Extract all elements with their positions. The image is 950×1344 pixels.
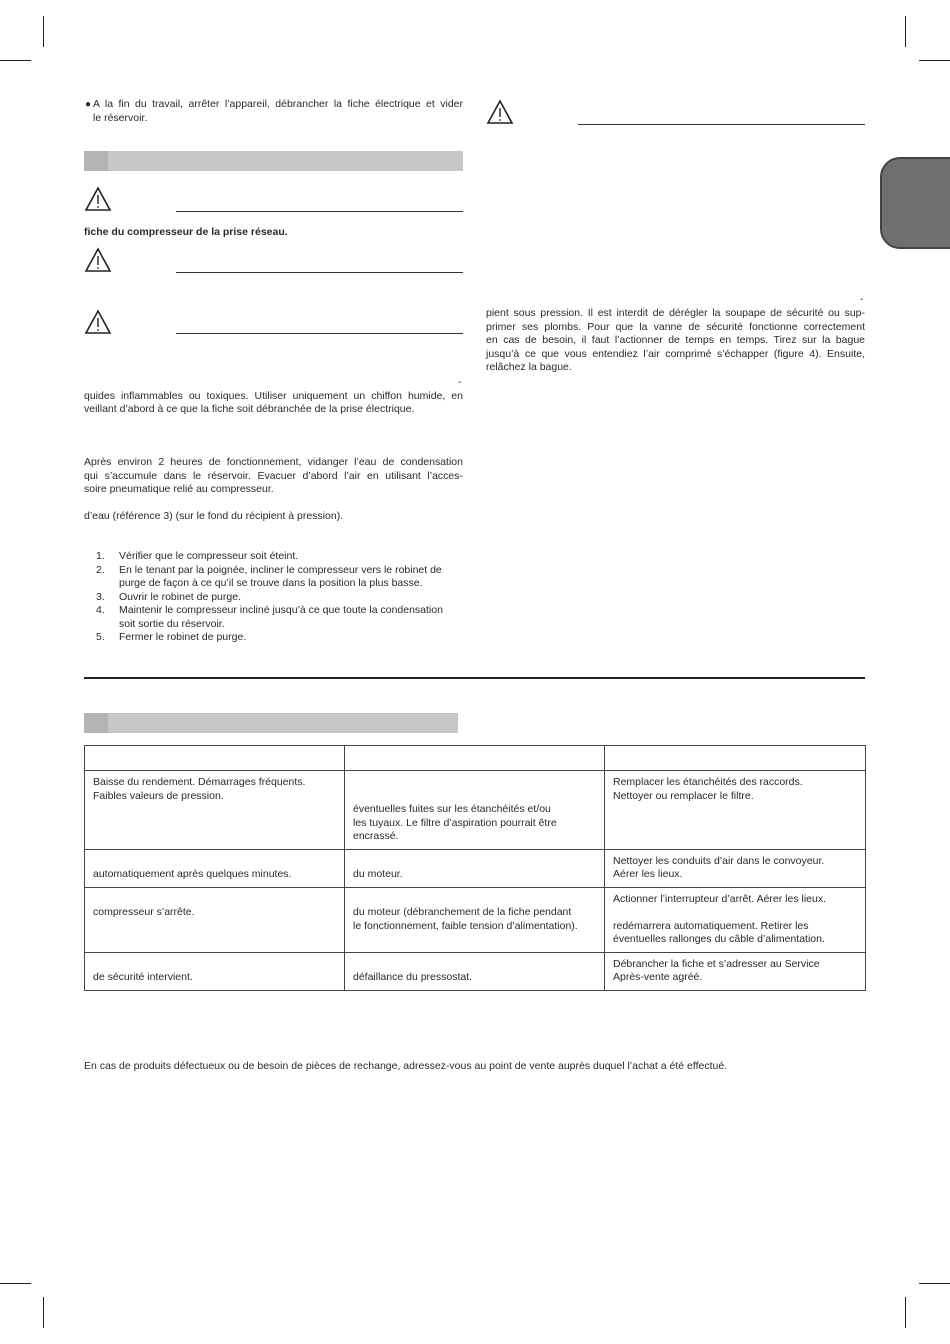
cleaning-line2: veillant d’abord à ce que la fiche soit débranchée de la prise électrique.: [84, 403, 415, 415]
table-row: [85, 952, 866, 990]
condensation-line1: Après environ 2 heures de fonctionnement, vidanger l’eau de condensation: [84, 456, 463, 468]
table-header-row: [85, 746, 866, 771]
warning-rule-1: [176, 211, 463, 212]
section-divider: [84, 677, 865, 679]
table-cell-cause: défaillance du pressostat.: [345, 952, 605, 990]
crop-mark-top-left-h: [0, 60, 31, 61]
table-header-cell: [345, 746, 605, 771]
table-cell-problem: Baisse du rendement. Démarrages fréquents. Faibles valeurs de pression.: [85, 771, 345, 850]
table-header-cell: [85, 746, 345, 771]
table-cell-cause: éventuelles fuites sur les étanchéités et/ou les tuyaux. Le filtre d’aspiration pourrait être encrassé.: [345, 771, 605, 850]
footer-note: En cas de produits défectueux ou de besoin de pièces de rechange, adressez-vous au point de vente auprès duquel l’achat a été effectué.: [84, 1060, 728, 1072]
warning-rule-3: [176, 333, 463, 334]
warning-triangle-icon: [84, 186, 112, 212]
warning-rule-2: [176, 272, 463, 273]
crop-mark-top-left-v: [43, 16, 44, 47]
cleaning-dash: -: [458, 376, 462, 388]
warning-rule-right: [578, 124, 865, 125]
table-cell-remedy: Nettoyer les conduits d’air dans le convoyeur. Aérer les lieux.: [605, 849, 866, 887]
crop-mark-bottom-left-h: [0, 1283, 31, 1284]
troubleshooting-table: [84, 745, 866, 991]
warning-triangle-icon: [486, 99, 514, 125]
crop-mark-bottom-right-v: [905, 1297, 906, 1328]
safety-valve-line5: relâchez la bague.: [486, 361, 572, 373]
language-side-tab: [880, 157, 950, 249]
table-cell-problem: automatiquement après quelques minutes.: [85, 849, 345, 887]
table-cell-problem: de sécurité intervient.: [85, 952, 345, 990]
table-cell-remedy: Remplacer les étanchéités des raccords. Nettoyer ou remplacer le filtre.: [605, 771, 866, 850]
list-item: 3. Ouvrir le robinet de purge.: [96, 590, 241, 603]
table-cell-remedy: Actionner l’interrupteur d’arrêt. Aérer les lieux. redémarrera automatiquement. Retirer les éventuelles rallonges du câble d’alimentation.: [605, 887, 866, 952]
safety-valve-line1: pient sous pression. Il est interdit de dérégler la soupape de sécurité ou sup-: [486, 307, 865, 319]
safety-valve-line2: primer ses plombs. Pour que la vanne de sécurité fonctionne correctement: [486, 321, 865, 333]
unplug-notice: fiche du compresseur de la prise réseau.: [84, 226, 288, 238]
condensation-line2: qui s’accumule dans le réservoir. Evacuer d’abord l’air en utilisant l’acces-: [84, 470, 463, 482]
table-row: [85, 849, 866, 887]
drain-reference: d’eau (référence 3) (sur le fond du récipient à pression).: [84, 510, 344, 522]
table-cell-cause: du moteur.: [345, 849, 605, 887]
section-heading-band-troubleshooting: [84, 713, 458, 733]
safety-valve-line4: jusqu’à ce que vous entendiez l’air comprimé s’échapper (figure 4). Ensuite,: [486, 348, 865, 360]
warning-triangle-icon: [84, 247, 112, 273]
list-item: 2. En le tenant par la poignée, incliner le compresseur vers le robinet de purge de façon à ce qu’il se trouve dans la position la plus basse.: [96, 563, 442, 589]
cleaning-line1: quides inflammables ou toxiques. Utiliser uniquement un chiffon humide, en: [84, 390, 463, 402]
safety-valve-line3: en cas de besoin, il faut l’actionner de temps en temps. Tirez sur la bague: [486, 334, 865, 346]
bullet-dot-icon: ●: [85, 99, 92, 110]
crop-mark-bottom-right-h: [919, 1283, 950, 1284]
list-item: 5. Fermer le robinet de purge.: [96, 631, 247, 643]
table-cell-problem: compresseur s’arrête.: [85, 887, 345, 952]
bullet-end-work-line1: A la fin du travail, arrêter l’appareil, débrancher la fiche électrique et vider: [93, 98, 463, 110]
bullet-end-work-line2: le réservoir.: [93, 112, 148, 124]
safety-valve-dash: -: [860, 293, 864, 305]
table-cell-remedy: Débrancher la fiche et s’adresser au Service Après-vente agréé.: [605, 952, 866, 990]
list-item: 4. Maintenir le compresseur incliné jusqu’à ce que toute la condensation soit sortie du réservoir.: [96, 604, 443, 630]
table-row: [85, 771, 866, 850]
table-header-cell: [605, 746, 866, 771]
warning-triangle-icon: [84, 309, 112, 335]
crop-mark-bottom-left-v: [43, 1297, 44, 1328]
condensation-line3: soire pneumatique relié au compresseur.: [84, 483, 274, 495]
table-row: [85, 887, 866, 952]
crop-mark-top-right-h: [919, 60, 950, 61]
table-cell-cause: du moteur (débranchement de la fiche pendant le fonctionnement, faible tension d’alimentation).: [345, 887, 605, 952]
drain-steps-list: [84, 550, 464, 645]
crop-mark-top-right-v: [905, 16, 906, 47]
section-heading-band-maintenance: [84, 151, 463, 171]
list-item: 1. Vérifier que le compresseur soit éteint.: [96, 550, 299, 562]
